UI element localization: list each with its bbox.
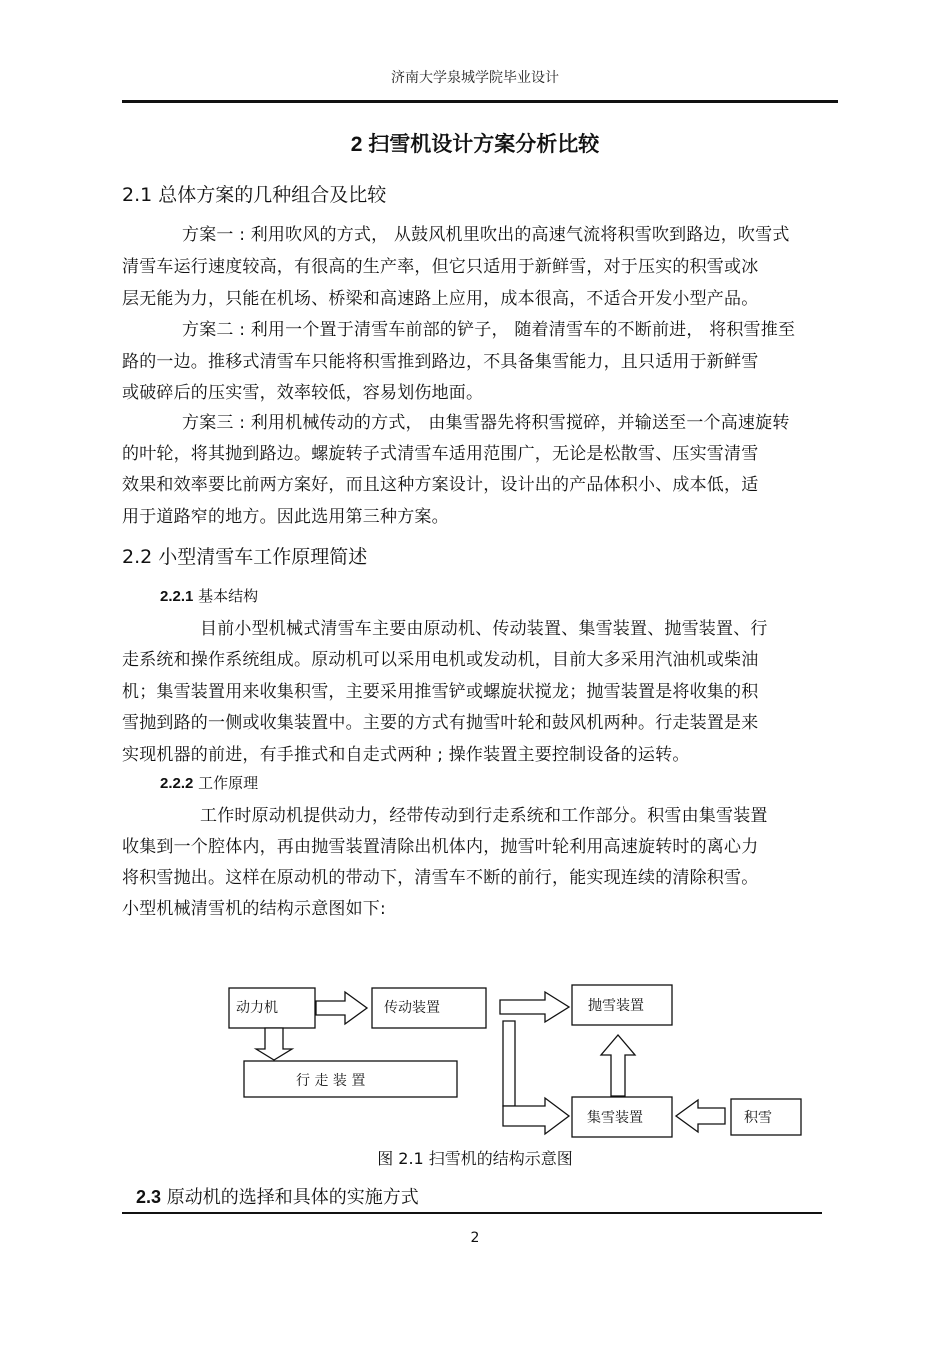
thrower-label: 抛雪装置 — [588, 998, 644, 1014]
arrow-left — [676, 1100, 725, 1132]
section-2-2-heading: 2.2 小型清雪车工作原理简述 — [122, 546, 368, 568]
arrow-down — [256, 1028, 292, 1060]
walking-label: 行 走 装 置 — [296, 1073, 366, 1089]
arrow-right — [500, 992, 569, 1022]
paragraph-line: 方案二 : 利用一个置于清雪车前部的铲子， 随着清雪车的不断前进， 将积雪推至 — [182, 320, 796, 340]
paragraph-line: 工作时原动机提供动力，经带传动到行走系统和工作部分。积雪由集雪装置 — [200, 806, 768, 826]
paragraph-line: 路的一边。推移式清雪车只能将积雪推到路边，不具备集雪能力，且只适用于新鲜雪 — [122, 352, 759, 372]
paragraph-line: 效果和效率要比前两方案好，而且这种方案设计，设计出的产品体积小、成本低，适 — [122, 475, 759, 495]
page-number: 2 — [470, 1230, 480, 1246]
section-title: 原动机的选择和具体的实施方式 — [166, 1187, 419, 1208]
section-number: 2.3 — [136, 1187, 162, 1207]
paragraph-line: 清雪车运行速度较高，有很高的生产率，但它只适用于新鲜雪，对于压实的积雪或冰 — [122, 257, 759, 277]
paragraph-line: 层无能为力，只能在机场、桥梁和高速路上应用，成本很高，不适合开发小型产品。 — [122, 289, 759, 309]
paragraph-line: 将积雪抛出。这样在原动机的带动下，清雪车不断的前行，能实现连续的清除积雪。 — [122, 868, 759, 888]
paragraph-line: 用于道路窄的地方。因此选用第三种方案。 — [122, 507, 449, 527]
page-header: 济南大学泉城学院毕业设计 — [391, 70, 559, 86]
subsection-number: 2.2.2 — [160, 775, 194, 792]
paragraph-line: 的叶轮，将其抛到路边。螺旋转子式清雪车适用范围广，无论是松散雪、压实雪清雪 — [122, 444, 759, 464]
subsection-title: 基本结构 — [198, 587, 259, 605]
engine-label: 动力机 — [236, 1000, 278, 1016]
paragraph-line: 或破碎后的压实雪，效率较低，容易划伤地面。 — [122, 383, 484, 403]
paragraph-line: 方案一 : 利用吹风的方式， 从鼓风机里吹出的高速气流将积雪吹到路边，吹雪式 — [182, 225, 790, 245]
paragraph-line: 小型机械清雪机的结构示意图如下: — [122, 899, 386, 919]
paragraph-line: 方案三 : 利用机械传动的方式， 由集雪器先将积雪搅碎，并输送至一个高速旋转 — [182, 413, 790, 433]
arrow-shaft — [503, 1021, 515, 1106]
footer-rule — [122, 1212, 822, 1214]
chapter-title-text: 2 扫雪机设计方案分析比较 — [350, 133, 600, 156]
subsection-title: 工作原理 — [198, 774, 259, 792]
subsection-number: 2.2.1 — [160, 588, 194, 605]
transmission-label: 传动装置 — [384, 1000, 440, 1016]
section-2-3-heading — [136, 1183, 419, 1209]
paragraph-line: 走系统和操作系统组成。原动机可以采用电机或发动机，目前大多采用汽油机或柴油 — [122, 650, 759, 670]
arrow-right — [316, 992, 367, 1024]
section-2-1-heading: 2.1 总体方案的几种组合及比较 — [122, 184, 387, 206]
figure-caption: 图 2.1 扫雪机的结构示意图 — [377, 1149, 573, 1168]
paragraph-line: 收集到一个腔体内，再由抛雪装置清除出机体内，抛雪叶轮利用高速旋转时的离心力 — [122, 837, 759, 857]
paragraph-line: 机；集雪装置用来收集积雪，主要采用推雪铲或螺旋状搅龙；抛雪装置是将收集的积 — [122, 682, 759, 702]
paragraph-line: 雪抛到路的一侧或收集装置中。主要的方式有抛雪叶轮和鼓风机两种。行走装置是来 — [122, 713, 759, 733]
paragraph-line: 目前小型机械式清雪车主要由原动机、传动装置、集雪装置、抛雪装置、行 — [200, 619, 768, 639]
snow-label: 积雪 — [744, 1110, 772, 1126]
paragraph-line: 实现机器的前进，有手推式和自走式两种 ; 操作装置主要控制设备的运转。 — [122, 745, 690, 765]
arrow-up — [601, 1035, 635, 1096]
collector-label: 集雪装置 — [587, 1110, 643, 1126]
